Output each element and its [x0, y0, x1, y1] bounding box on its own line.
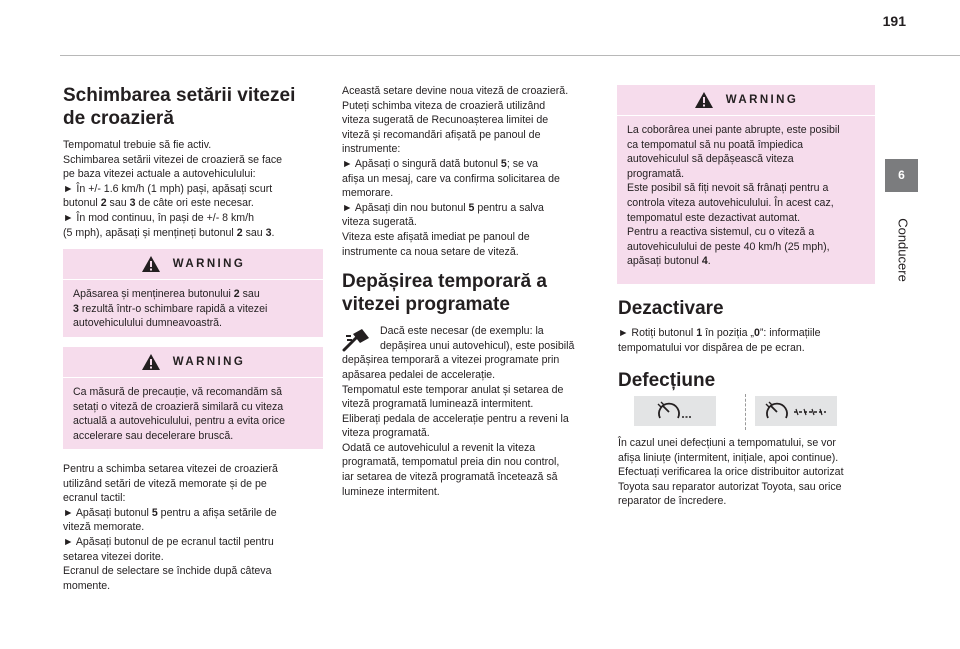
header-rule	[60, 55, 960, 56]
warning-box-1	[63, 249, 323, 337]
warning-header: WARNING	[73, 347, 313, 377]
warning-box-3	[617, 85, 875, 284]
warning-text: La coborârea unei pante abrupte, este posibil ca tempomatul să nu poată împiedica autovehiculul să depășească viteza programată. Este posibil să fiți nevoit să frânați pentru a controla viteza autovehiculului. În acest caz, tempomatul este dezactivat automat. Pentru a reactiva sistemul, cu o viteză a autovehiculului de peste 40 km/h (25 mph), apăsați butonul 4.	[627, 124, 840, 268]
section-title-fault: Defecțiune	[618, 370, 716, 392]
chapter-number-tab[interactable]: 6	[885, 159, 918, 192]
accelerator-pedal-icon	[342, 326, 372, 352]
fault-indicator-1	[634, 396, 716, 426]
speed-change-text: Tempomatul trebuie să fie activ. Schimbarea setării vitezei de croazieră se face pe baza vitezei actuale a autovehiculului: ► În +/- 1.6 km/h (1 mph) pași, apăsați scurt butonul 2 sau 3 de câte ori este necesar. ► În mod continuu, în pași de +/- 8 km/h (5 mph), apăsați și mențineți butonul 2 sau 3.	[63, 139, 283, 239]
warning-text: Ca măsură de precauție, vă recomandăm să setați o viteză de croazieră similară cu viteza actuală a autovehiculului, pentru a evita orice accelerare sau decelerare bruscă.	[73, 386, 286, 442]
cruise-control-dashes-icon	[764, 400, 828, 422]
column-1-bottom: Pentru a schimba setarea vitezei de croazieră utilizând setări de viteză memorate și de pe ecranul tactil: ► Apăsați butonul 5 pentru a afișa setările de viteză memorate. ► Apăsați butonul de pe ecranul tactil pentru setarea vitezei dorite. Ecranul de selectare se închide după câteva momente.	[63, 463, 278, 592]
page-number: 191	[882, 13, 906, 29]
warning-box-2	[63, 347, 323, 449]
warning-triangle-icon	[141, 255, 161, 273]
section-title-temporary-override: Depășirea temporară a vitezei programate	[342, 271, 547, 316]
warning-header: WARNING	[627, 85, 865, 115]
column-3	[618, 297, 880, 392]
fault-text: În cazul unei defecțiuni a tempomatului, se vor afișa liniuțe (intermitent, inițiale, apoi continue). Efectuați verificarea la orice distribuitor autorizat Toyota sau reparator autorizat Toyota, sau orice reparator de încredere.	[618, 437, 844, 508]
cruise-control-gauge-icon	[656, 400, 694, 422]
section-title-deactivation: Dezactivare	[618, 298, 724, 319]
fault-indicator-2	[755, 396, 837, 426]
column-2: Această setare devine noua viteză de croazieră. Puteți schimba viteza de croazieră utilizând viteza sugerată de Recunoașterea limitei de viteză și recomandări afișată pe panoul de instrumente: ► Apăsați o singură dată butonul 5; se va afișa un mesaj, care va confirma solicitarea de memorare. ► Apăsați din nou butonul 5 pentru a salva viteza sugerată. Viteza este afișată imediat pe panoul de instrumente ca noua setare de viteză. Depășirea temporară a vitezei programate Dacă este necesar (de exemplu: la depășirea unui autovehicul), este posibilă depășirea temporară a vitezei programate prin apăsarea pedalei de accelerație. Tempomatul este temporar anulat și setarea de viteză programată luminează intermitent. Eliberați pedala de accelerație pentru a reveni la viteza programată. Odată ce autovehiculul a revenit la viteza programată, tempomatul preia din nou control, iar setarea de viteză programată încetează să lumineze intermitent.	[342, 84, 604, 499]
deactivation-text: ► Rotiți butonul 1 în poziția „0”: informațiile tempomatului vor dispărea de pe ecran.	[618, 327, 821, 354]
fault-icons-divider	[745, 394, 746, 430]
warning-header: WARNING	[73, 249, 313, 279]
warning-text: Apăsarea și menținerea butonului 2 sau 3 rezultă într-o schimbare rapidă a vitezei autovehiculului dumneavoastră.	[73, 288, 268, 330]
override-text: Dacă este necesar (de exemplu: la depășirea unui autovehicul), este posibilă depășirea temporară a vitezei programate prin apăsarea pedalei de accelerație. Tempomatul este temporar anulat și setarea de viteză programată luminează intermitent. Eliberați pedala de accelerație pentru a reveni la viteza programată. Odată ce autovehiculul a revenit la viteza programată, tempomatul preia din nou control, iar setarea de viteză programată încetează să lumineze intermitent.	[342, 325, 575, 498]
column-1	[63, 84, 323, 240]
chapter-label: Conducere	[895, 218, 911, 282]
warning-triangle-icon	[141, 353, 161, 371]
warning-triangle-icon	[694, 91, 714, 109]
section-title-speed-change: Schimbarea setării vitezei de croazieră	[63, 85, 296, 129]
